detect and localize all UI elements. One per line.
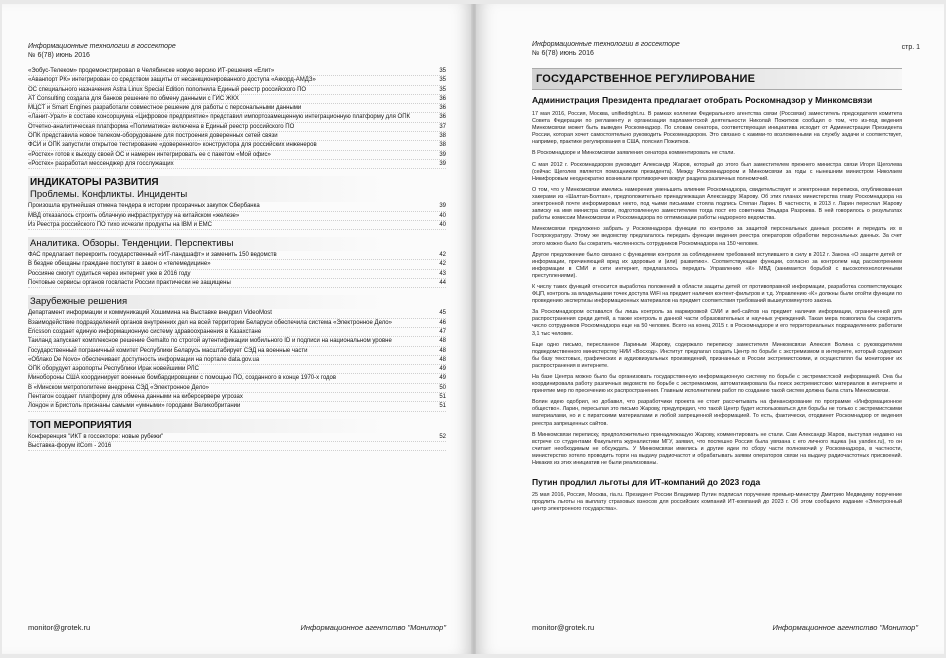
toc-item[interactable] <box>28 279 446 288</box>
article-paragraph: О том, что у Минкомсвязи имелись намерения уменьшить влияние Роскомнадзора, свидетельствует и электронная переписка, опубликованная хакерами из «Шалтая-Болтая», предположительно принадлежащая Александру Жарову. Об этих планах министерства главу Роскомнадзора на электронной почте информировал некто, под чьими письмами стояла подпись Степан Ларин. В частности, в 2013 г. Ларин переслал Жарову записку на имя министра связи, подготовленную заместителем тогда пост его советника Эльдара Разроева. В ней говорилось о результатах работы комиссии Минкомсвязи и Роскомнадзора по оптимизации работы надзорного ведомства. <box>532 186 902 222</box>
toc-item-page: 50 <box>439 384 446 391</box>
toc-item-title: Россияне смогут судиться через интернет уже в 2016 году <box>28 270 191 277</box>
toc-item-title: В бездне обещаны граждане поступят в закон о «телемедицине» <box>28 261 211 268</box>
article-paragraph: 17 мая 2016, Россия, Москва, unifiedright.ru. В рамках коллегии Федерального агентства связи (Россвязи) заместитель председателя комитета Совета Федерации по регламенту и организации парламентской деятельности Николай Пожитков сообщил о том, что из-под ведения Минкомсвязи может быть выведен Роскомнадзор. По словам сенатора, соответствующая инициатива исходит от Администрации Президента России, которая хочет самостоятельно руководить Роскомнадзором. Это связано с какими-то возложенными на службу задачи и соответствует, например, практике регулирования в США, пояснил Пожитков. <box>532 111 902 146</box>
header-issue: № 6(78) июнь 2016 <box>532 50 594 57</box>
toc-section-header <box>28 176 446 202</box>
toc-item-page: 49 <box>439 375 446 382</box>
toc-item-page: 51 <box>439 394 446 401</box>
toc-item-title: Минобороны США координирует военные бомбардировщики с помощью ПО, созданного в конце 1970-х годов <box>28 375 337 382</box>
toc-section-header <box>28 237 446 251</box>
toc-item[interactable] <box>28 76 446 85</box>
toc-item[interactable] <box>28 151 446 160</box>
toc-item[interactable] <box>28 374 446 383</box>
toc-item[interactable] <box>28 86 446 95</box>
toc-section-subtitle: Аналитика. Обзоры. Тенденции. Перспективы <box>30 238 234 250</box>
right-page <box>476 4 944 654</box>
toc-item[interactable] <box>28 328 446 337</box>
article-paragraph: В Минкомсвязи переписку, предположительно принадлежащую Жарову, комментировать не стали. Сам Александр Жаров, выступая недавно на встрече со студентами Факультета журналистики МГУ, заявил, что поспешно Россия была увязана с его личного ящика (на yandex.ru), то он считает необходимым не обсуждать. У Минкомсвязи имелись и другие идеи по сбору части полномочий у Роскомнадзора, в частности, министерство хотело проводить торги на выдачу радиочастот и обрабатывать заявки операторов связи на выдачу радиочастотных присвоений. Никаких из этих инициатив не были реализованы. <box>532 431 902 467</box>
toc-section-header <box>28 419 446 433</box>
toc-item-page: 37 <box>439 123 446 130</box>
toc-item-title: Лондон и Бристоль признаны самыми «умными» городами Великобритании <box>28 403 241 410</box>
toc-item-page: 47 <box>439 328 446 335</box>
toc-item-title: Почтовые сервисы органов госвласти России практически не защищены <box>28 280 231 287</box>
article-paragraph: Волин идею одобрил, но добавил, что разработчики проекта не стоит рассчитывать на финансирование по программе «Информационное общество». Ларин, пересылая это письмо Жарову, предупредил, что такой Центр будет использоваться для борьбы не только с экстремистскими материалами, но и с пиратскими материалами и любой запрещенной информацией. То есть, фактически, отодвинет Роскомнадзор от ведения реестра запрещенных сайтов. <box>532 399 902 427</box>
toc-item[interactable] <box>28 270 446 279</box>
article-paragraph: Другое предложение было связано с функциями контроля за соблюдением требований вступившего в силу в 2012 г. Закона «О защите детей от информации, причиняющей вред их здоровью и (или) развитию». Соответствующие функции, согласно за контролем над рассмотрением информации в СМИ и сети интернет, предлагалось передать Управлению «К» МВД (занимается борьбой с высокотехнологичными преступлениями). <box>532 251 902 279</box>
header-issue: № 6(78) июнь 2016 <box>28 52 90 59</box>
toc-section-title: ТОП МЕРОПРИЯТИЯ <box>30 419 132 431</box>
toc-item-page: 45 <box>439 310 446 317</box>
toc-item[interactable] <box>28 202 446 211</box>
toc-item[interactable] <box>28 337 446 346</box>
toc-item-page: 46 <box>439 319 446 326</box>
table-of-contents <box>28 67 446 451</box>
toc-item-title: «Ростех» разработал мессенджер для госслужащих <box>28 160 174 167</box>
article-paragraph: На базе Центра можно было бы организовать государственную информационную систему по борьбе с экстремистской информацией. Она бы координировала работу различных ведомств по борьбе с экстремизмом, автоматизировала бы поиск экстремистских материалов в интернете и принятие мер по пресечению их распространения. Главным исполнителем работ по созданию такой систем должна была стать Минкомсвязи. <box>532 374 902 395</box>
right-header <box>532 40 680 58</box>
toc-item-page: 40 <box>439 212 446 219</box>
toc-item[interactable] <box>28 402 446 411</box>
toc-item[interactable] <box>28 95 446 104</box>
article-2-paragraph: 25 мая 2016, Россия, Москва, ria.ru. Президент России Владимир Путин подписал поручение премьер-министру Дмитрию Медведеву поручение продлить льготы на выплату страховых взносов для российских компаний ИТ-компаний до 2023 г. Об этом сообщило издание «Электронный центр электронного государства». <box>532 492 902 513</box>
toc-item-title: Произошла крупнейшая отмена тендера в истории прозрачных закупок Сбербанка <box>28 203 260 210</box>
article-paragraph: За Роскомнадзором оставался бы лишь контроль за маркировкой СМИ и веб-сайтов на предмет наличия информации, ограниченной для распространения среди детей, а также контроль в данной части образовательных и научных учреждений. Такая мера позволила бы сократить число сотрудников Роскомнадзора еще на 50 человек. Всего на конец 2015 г. в Роскомнадзоре и его территориальных подразделениях работали 3,1 тыс человек. <box>532 309 902 337</box>
toc-item-title: Ericsson создает единую информационную систему здравоохранения в Казахстане <box>28 328 262 335</box>
toc-item-page: 38 <box>439 133 446 140</box>
article-headline: Администрация Президента предлагает отобрать Роскомнадзор у Минкомсвязи <box>532 95 873 105</box>
toc-item[interactable] <box>28 212 446 221</box>
toc-item-page: 44 <box>439 280 446 287</box>
toc-item-page: 39 <box>439 151 446 158</box>
toc-item-page: 36 <box>439 114 446 121</box>
toc-item[interactable] <box>28 104 446 113</box>
toc-item-page: 35 <box>439 86 446 93</box>
toc-item-title: ОПК оборудует аэропорты Республики Ирак новейшими РЛС <box>28 366 199 373</box>
toc-item[interactable] <box>28 113 446 122</box>
footer-email: monitor@grotek.ru <box>532 623 595 632</box>
left-header <box>28 42 176 60</box>
footer-agency: Информационное агентство "Монитор" <box>772 623 918 632</box>
article-paragraph: С мая 2012 г. Роскомнадзором руководит Александр Жаров, который до этого был заместителем прежнего министра связи Игоря Щеголева (сейчас Щеголев является помощником президента). Между Роскомнадзором и Минкомсвязи за годы с нынешним министром Николаем Никифоровым неоднократно возникали противоречия вокруг раздела различных полномочий. <box>532 161 902 182</box>
section-banner: ГОСУДАРСТВЕННОЕ РЕГУЛИРОВАНИЕ <box>532 68 902 90</box>
toc-item[interactable] <box>28 356 446 365</box>
toc-item[interactable] <box>28 260 446 269</box>
toc-section-header <box>28 295 446 309</box>
toc-item-title: «Эобус-Телеком» продемонстрировал в Челябинске новую версию ИТ-решения «Елит» <box>28 68 275 74</box>
toc-item-title: Пентагон создает платформу для обмена данными на киберсервере угрозах <box>28 394 243 401</box>
toc-item[interactable] <box>28 433 446 442</box>
toc-item[interactable] <box>28 141 446 150</box>
toc-item-title: Отчетно-аналитическая платформа «Полиматика» включена в Единый реестр российского ПО <box>28 123 295 130</box>
toc-item-page: 39 <box>439 160 446 167</box>
toc-item-page: 48 <box>439 347 446 354</box>
toc-item-title: Взаимодействие подразделений органов внутренних дел на всей территории Беларуси обеспечила система «Электронное Дело» <box>28 319 392 326</box>
toc-item-page: 35 <box>439 77 446 84</box>
toc-item-page: 49 <box>439 366 446 373</box>
toc-item[interactable] <box>28 365 446 374</box>
toc-item-title: В «Минском метрополитене внедрена СЭД «Электронное Дело» <box>28 384 209 391</box>
toc-item-title: ФАС предлагает перекроить государственный «ИТ-ландшафт» и заменить 150 ведомств <box>28 252 277 259</box>
footer-email: monitor@grotek.ru <box>28 623 91 632</box>
article-paragraph: Еще одно письмо, пересланное Лариным Жарову, содержало переписку заместителя Минкомсвязи Алексея Волина с руководителем подведомственного министерству НИИ «Восход». Институт предлагал создать Центр по борьбе с экстремизмом в интернете, который содержал бы базу текстовых, графических и аудиовизуальных произведений, признанных в России экстремистскими, и осуществлял бы мониторинг их распространения в интернете. <box>532 341 902 369</box>
toc-item[interactable] <box>28 132 446 141</box>
toc-item-title: Из Реестра российского ПО тихо исчезли продукты на IBM и ЕМС <box>28 221 212 228</box>
toc-item[interactable] <box>28 393 446 402</box>
toc-item-title: ОПК представила новое телеком-оборудование для построения доверенных сетей связи <box>28 133 278 140</box>
article-paragraph: К числу таких функций относится выработка положений в области защиты детей от противоправной информации, разработка соответствующих ФЦП, контроль за владельцами точек доступа WiFi на предмет наличия контент-фильтров и т.д. Управлению «К» должны были отойти функции по проведению экспертизы информационных материалов на предмет соответствия требований вышеупомянутого закона. <box>532 283 902 305</box>
toc-item-page: 43 <box>439 270 446 277</box>
page-number: стр. 1 <box>901 44 920 51</box>
toc-section-subtitle: Проблемы. Конфликты. Инциденты <box>30 189 188 201</box>
toc-item-title: «Облако De Novo» обеспечивает доступность информации на портале data.gov.ua <box>28 356 260 363</box>
header-title: Информационные технологии в госсекторе <box>28 43 176 50</box>
left-page <box>2 4 472 654</box>
toc-item[interactable] <box>28 67 446 76</box>
toc-item-title: МВД отказалось строить облачную инфраструктуру на китайском «железе» <box>28 212 240 219</box>
toc-item-page: 39 <box>439 203 446 210</box>
toc-section-subtitle: Зарубежные решения <box>30 296 128 308</box>
toc-item-page: 40 <box>439 221 446 228</box>
toc-item-page: 35 <box>439 68 446 74</box>
toc-item-page: 42 <box>439 252 446 259</box>
footer-agency: Информационное агентство "Монитор" <box>300 623 446 632</box>
article-paragraph: Минкомсвязи предложено забрать у Роскомнадзора функции по контролю за защитой персональных данных россиян и передать их в Госпрокуратуру. Этому же ведомству предлагалось передать функции ведения реестра операторов обработки персональных данных. За счет этого можно было бы сократить численность сотрудников Роскомнадзора на 150 человек. <box>532 226 902 247</box>
toc-item[interactable] <box>28 160 446 169</box>
article-headline-2: Путин продлил льготы для ИТ-компаний до 2023 года <box>532 477 761 488</box>
toc-item-title: «Ростех» готов к выходу своей ОС и намерен интегрировать ее с пакетом «Мой офис» <box>28 151 271 158</box>
toc-item-title: ОС специального назначения Astra Linux Special Edition пополнила Единый реестр российского ПО <box>28 86 307 93</box>
toc-item-title: ФСИ и ОПК запустили открытое тестирование «доверенного» конструктора для российских инженеров <box>28 142 317 149</box>
toc-item-title: «Аванпорт РК» интегрирован со средством защиты от несанкционированного доступа «Аккорд-АМДЗ» <box>28 77 316 84</box>
toc-item-title: «Ланит-Урал» в составе консорциума «Цифровое предприятие» представил импортозамещенную интеграционную платформу для ОПК <box>28 114 411 121</box>
toc-item-title: Государственный пограничный комитет Республики Беларусь масштабирует СЭД на военные части <box>28 347 308 354</box>
toc-item-page: 42 <box>439 261 446 268</box>
toc-item-page: 52 <box>439 433 446 440</box>
toc-item[interactable] <box>28 251 446 260</box>
toc-item-page: 36 <box>439 105 446 112</box>
toc-item-title: Выставка-форум itCom - 2016 <box>28 442 112 449</box>
article-paragraph: В Роскомнадзоре и Минкомсвязи заявления сенатора комментировать не стали. <box>532 150 735 157</box>
toc-item[interactable] <box>28 221 446 230</box>
toc-item-title: Департамент информации и коммуникаций Хошимина на Выставке внедрил VideoMost <box>28 310 272 317</box>
toc-item[interactable] <box>28 384 446 393</box>
toc-item[interactable] <box>28 123 446 132</box>
toc-item-title: Таиланд запускает комплексное решение Gemalto по строгой аутентификации мобильного ID и подписи на национальном уровне <box>28 338 392 345</box>
toc-item-page: 48 <box>439 356 446 363</box>
toc-item-title: AT Consulting создала для банков решение по обмену данными с ГИС ЖКХ <box>28 95 239 102</box>
toc-item-title: Конференция "ИКТ в госсекторе: новые рубежи" <box>28 433 164 440</box>
header-title: Информационные технологии в госсекторе <box>532 41 680 48</box>
toc-item-page: 36 <box>439 95 446 102</box>
toc-item[interactable] <box>28 347 446 356</box>
article-body <box>532 111 902 467</box>
toc-item-page: 51 <box>439 403 446 410</box>
toc-item[interactable] <box>28 442 446 451</box>
toc-section-title: ИНДИКАТОРЫ РАЗВИТИЯ <box>30 177 159 189</box>
toc-item[interactable] <box>28 309 446 318</box>
toc-item-page: 38 <box>439 142 446 149</box>
toc-item[interactable] <box>28 319 446 328</box>
article-column <box>532 68 902 517</box>
toc-item-page: 48 <box>439 338 446 345</box>
toc-item-title: МЦСТ и Smart Engines разработали совместное решение для работы с персональными данными <box>28 105 302 112</box>
